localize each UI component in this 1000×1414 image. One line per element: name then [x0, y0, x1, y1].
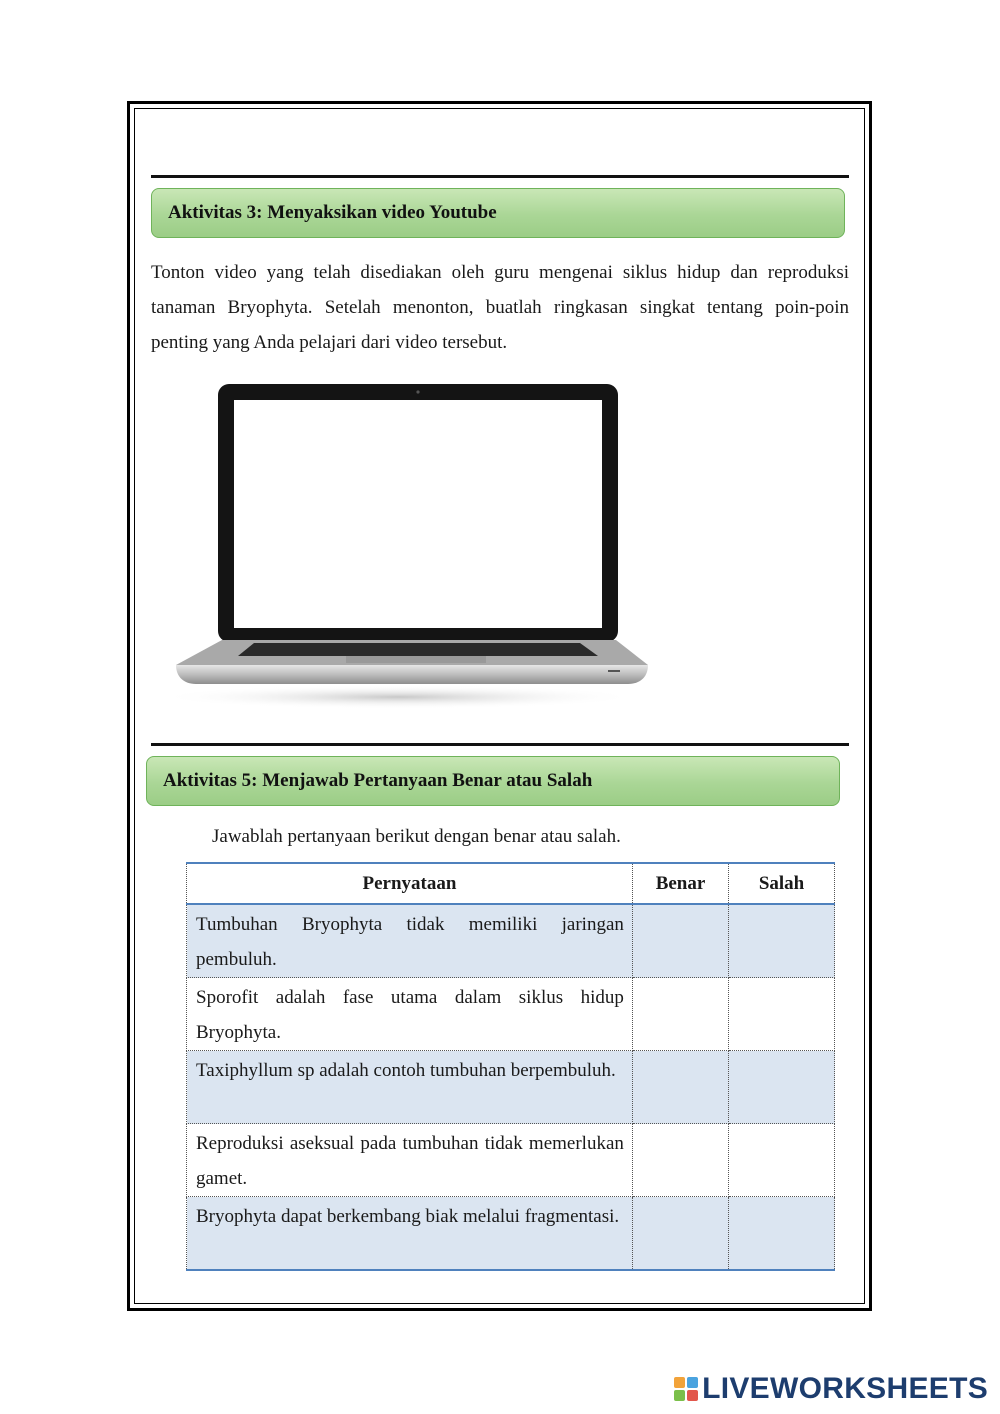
statement-cell: Bryophyta dapat berkembang biak melalui fragmentasi.	[187, 1197, 633, 1271]
answer-true-cell[interactable]	[632, 978, 728, 1051]
answer-false-cell[interactable]	[729, 1197, 835, 1271]
activity5-header	[146, 756, 840, 806]
statement-cell: Reproduksi aseksual pada tumbuhan tidak memerlukan gamet.	[187, 1124, 633, 1197]
table-row	[187, 1051, 835, 1124]
table-row	[187, 904, 835, 978]
activity3-instructions: Tonton video yang telah disediakan oleh guru mengenai siklus hidup dan reproduksi tanaman Bryophyta. Setelah menonton, buatlah ringkasan singkat tentang poin-poin penting yang Anda pelajari dari video tersebut.	[151, 262, 849, 353]
table-header-row	[187, 863, 835, 904]
section-divider	[151, 175, 849, 178]
answer-true-cell[interactable]	[632, 1197, 728, 1271]
answer-true-cell[interactable]	[632, 904, 728, 978]
statement-cell: Tumbuhan Bryophyta tidak memiliki jaringan pembuluh.	[187, 904, 633, 978]
liveworksheets-logo-icon	[674, 1377, 698, 1401]
answer-true-cell[interactable]	[632, 1051, 728, 1124]
header-statement: Pernyataan	[187, 863, 633, 904]
activity3-header	[151, 188, 845, 238]
answer-false-cell[interactable]	[729, 978, 835, 1051]
header-false: Salah	[729, 863, 835, 904]
header-true: Benar	[632, 863, 728, 904]
table-row	[187, 978, 835, 1051]
statement-cell: Taxiphyllum sp adalah contoh tumbuhan berpembuluh.	[187, 1051, 633, 1124]
true-false-table	[186, 862, 835, 1271]
activity5-instruction: Jawablah pertanyaan berikut dengan benar atau salah.	[212, 826, 621, 847]
statement-cell: Sporofit adalah fase utama dalam siklus hidup Bryophyta.	[187, 978, 633, 1051]
activity5-title: Aktivitas 5: Menjawab Pertanyaan Benar atau Salah	[163, 770, 593, 791]
answer-false-cell[interactable]	[729, 1051, 835, 1124]
section-divider	[151, 743, 849, 746]
laptop-icon	[150, 362, 660, 712]
table-row	[187, 1124, 835, 1197]
video-player[interactable]	[150, 362, 660, 717]
answer-false-cell[interactable]	[729, 1124, 835, 1197]
table-row	[187, 1197, 835, 1271]
answer-false-cell[interactable]	[729, 904, 835, 978]
answer-true-cell[interactable]	[632, 1124, 728, 1197]
activity3-title: Aktivitas 3: Menyaksikan video Youtube	[168, 202, 497, 223]
liveworksheets-brand[interactable]	[674, 1372, 988, 1406]
brand-name: LIVEWORKSHEETS	[702, 1372, 988, 1405]
